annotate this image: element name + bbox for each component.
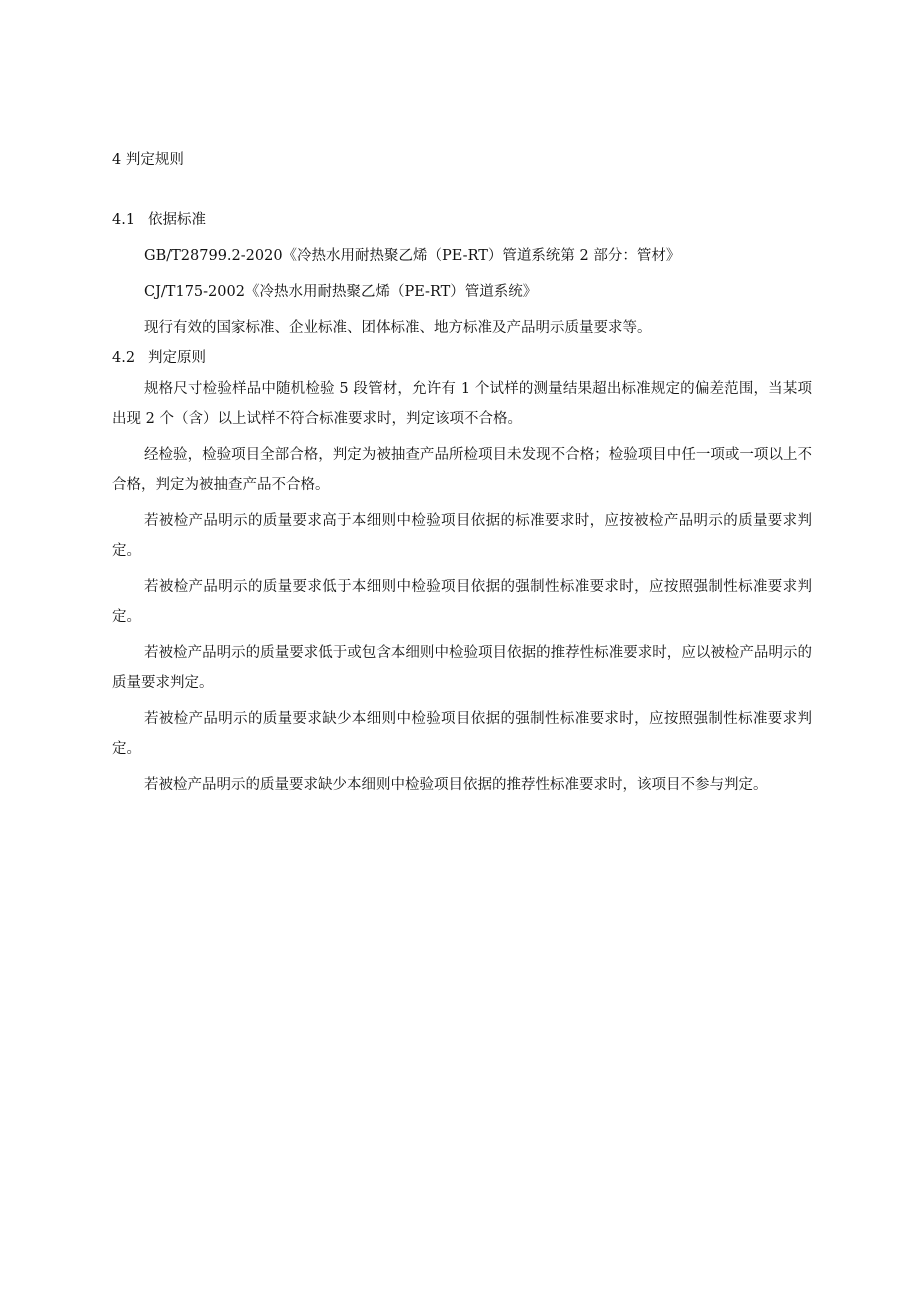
subsection-label: 依据标准 [148, 212, 206, 228]
principle-paragraph: 若被检产品明示的质量要求缺少本细则中检验项目依据的推荐性标准要求时，该项目不参与判定。 [144, 777, 768, 793]
principle-paragraph: 规格尺寸检验样品中随机检验 5 段管材，允许有 1 个试样的测量结果超出标准规定的偏差范围，当某项出现 2 个（含）以上试样不符合标准要求时，判定该项不合格。 [112, 381, 812, 427]
subsection-title-principle [112, 348, 812, 368]
principle-paragraph: 经检验，检验项目全部合格，判定为被抽查产品所检项目未发现不合格；检验项目中任一项或一项以上不合格，判定为被抽查产品不合格。 [112, 447, 812, 493]
section-title: 4 判定规则 [112, 152, 184, 168]
principle-paragraph: 若被检产品明示的质量要求低于或包含本细则中检验项目依据的推荐性标准要求时，应以被检产品明示的质量要求判定。 [112, 645, 812, 691]
spacer [112, 302, 812, 318]
principle-paragraph: 若被检产品明示的质量要求低于本细则中检验项目依据的强制性标准要求时，应按照强制性标准要求判定。 [112, 579, 812, 625]
standard-item: 现行有效的国家标准、企业标准、团体标准、地方标准及产品明示质量要求等。 [144, 320, 652, 336]
principle-paragraph: 若被检产品明示的质量要求高于本细则中检验项目依据的标准要求时，应按被检产品明示的质量要求判定。 [112, 513, 812, 559]
principle-paragraph: 若被检产品明示的质量要求缺少本细则中检验项目依据的强制性标准要求时，应按照强制性标准要求判定。 [112, 711, 812, 757]
spacer [112, 170, 812, 210]
document-body [112, 150, 812, 800]
spacer [112, 338, 812, 348]
subsection-label: 判定原则 [148, 350, 206, 366]
standard-item: CJ/T175-2002《冷热水用耐热聚乙烯（PE-RT）管道系统》 [144, 284, 538, 300]
subsection-title-basis [112, 210, 812, 230]
spacer [112, 230, 812, 246]
spacer [112, 266, 812, 282]
standard-item: GB/T28799.2-2020《冷热水用耐热聚乙烯（PE-RT）管道系统第 2 部分：管材》 [144, 248, 681, 264]
subsection-number: 4.2 [112, 350, 136, 366]
subsection-number: 4.1 [112, 212, 136, 228]
